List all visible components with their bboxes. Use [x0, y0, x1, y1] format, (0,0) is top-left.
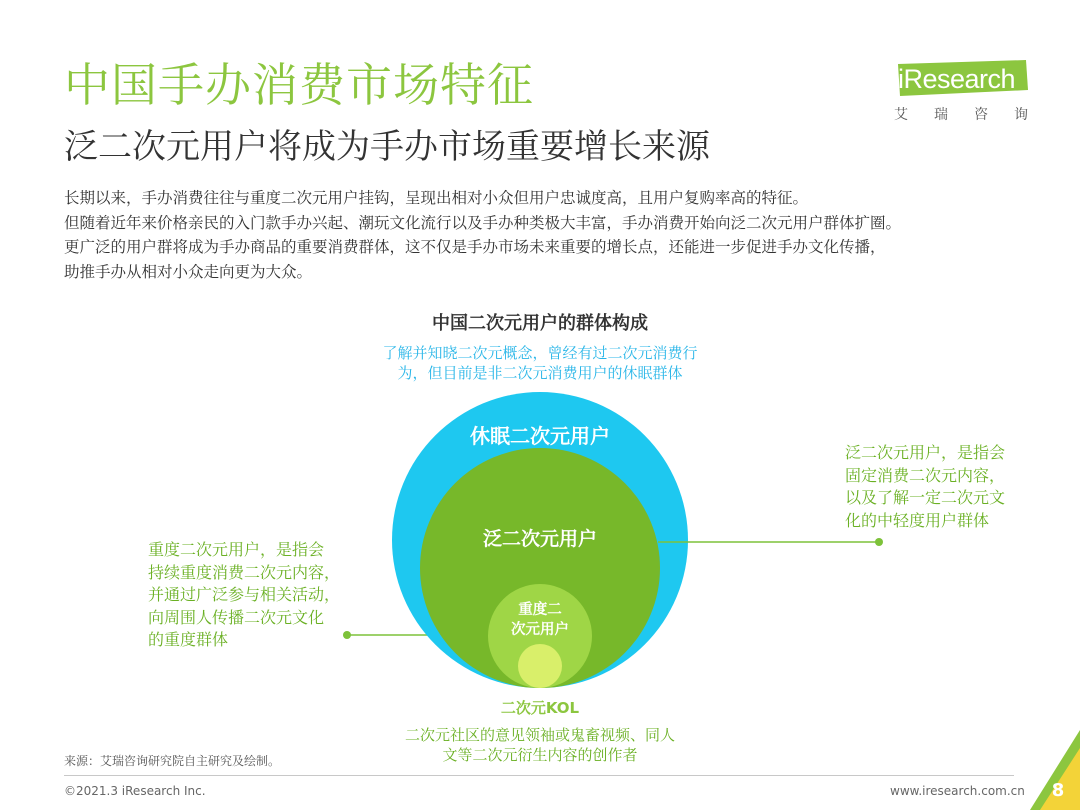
pan-user-description	[845, 442, 1055, 532]
logo-cn-char: 瑞	[934, 107, 948, 123]
heavy-users-label	[490, 600, 590, 640]
note-line: 向周围人传播二次元文化	[148, 607, 325, 627]
pan-users-label: 泛二次元用户	[482, 528, 597, 550]
logo-wordmark: iResearch	[898, 64, 1016, 94]
circle-kol	[518, 644, 562, 688]
note-line: 并通过广泛参与相关活动，	[148, 585, 341, 604]
note-line: 化的中轻度用户群体	[845, 510, 990, 530]
kol-description	[360, 725, 720, 765]
copyright-text: ©2021.3 iResearch Inc.	[64, 784, 206, 798]
note-line: 为，但目前是非二次元消费用户的休眠群体	[397, 364, 683, 382]
intro-line: 助推手办从相对小众走向更为大众。	[64, 262, 313, 281]
diagram-title: 中国二次元用户的群体构成	[432, 313, 648, 334]
intro-line: 长期以来，手办消费往往与重度二次元用户挂钩，呈现出相对小众但用户忠诚度高，且用户复购率高的特征。	[64, 189, 809, 207]
right-connector-dot	[875, 538, 883, 546]
kol-label: 二次元KOL	[500, 699, 580, 717]
note-line: 固定消费二次元内容，	[845, 465, 1006, 485]
page-subtitle: 泛二次元用户将成为手办市场重要增长来源	[64, 127, 710, 167]
logo-cn-char: 咨	[974, 107, 988, 123]
logo-cn-char: 询	[1014, 107, 1028, 123]
page-number: 8	[1051, 780, 1065, 801]
footer-divider	[64, 775, 1014, 776]
note-line: 持续重度消费二次元内容，	[148, 562, 341, 582]
note-line: 的重度群体	[148, 630, 229, 649]
note-line: 了解并知晓二次元概念，曾经有过二次元消费行	[382, 344, 698, 362]
note-line: 文等二次元衍生内容的创作者	[442, 746, 638, 764]
intro-line: 更广泛的用户群将成为手办商品的重要消费群体，这不仅是手办市场未来重要的增长点，还能进一步促进手办文化传播，	[64, 238, 886, 256]
note-line: 以及了解一定二次元文	[845, 488, 1006, 507]
label-line: 重度二	[518, 602, 562, 618]
note-line: 泛二次元用户，是指会	[845, 443, 1006, 462]
note-line: 重度二次元用户，是指会	[148, 540, 325, 559]
label-line: 次元用户	[511, 622, 569, 638]
intro-line: 但随着近年来价格亲民的入门款手办兴起、潮玩文化流行以及手办种类极大丰富，手办消费开始向泛二次元用户群体扩圈。	[64, 213, 902, 232]
note-line: 二次元社区的意见领袖或鬼畜视频、同人	[404, 726, 675, 744]
logo-cn-char: 艾	[894, 107, 908, 123]
website-link[interactable]: www.iresearch.com.cn	[890, 784, 1025, 798]
source-note: 来源：艾瑞咨询研究院自主研究及绘制。	[64, 754, 281, 768]
sleep-users-label: 休眠二次元用户	[470, 424, 610, 448]
page-title: 中国手办消费市场特征	[64, 58, 534, 112]
heavy-user-description	[148, 539, 388, 652]
